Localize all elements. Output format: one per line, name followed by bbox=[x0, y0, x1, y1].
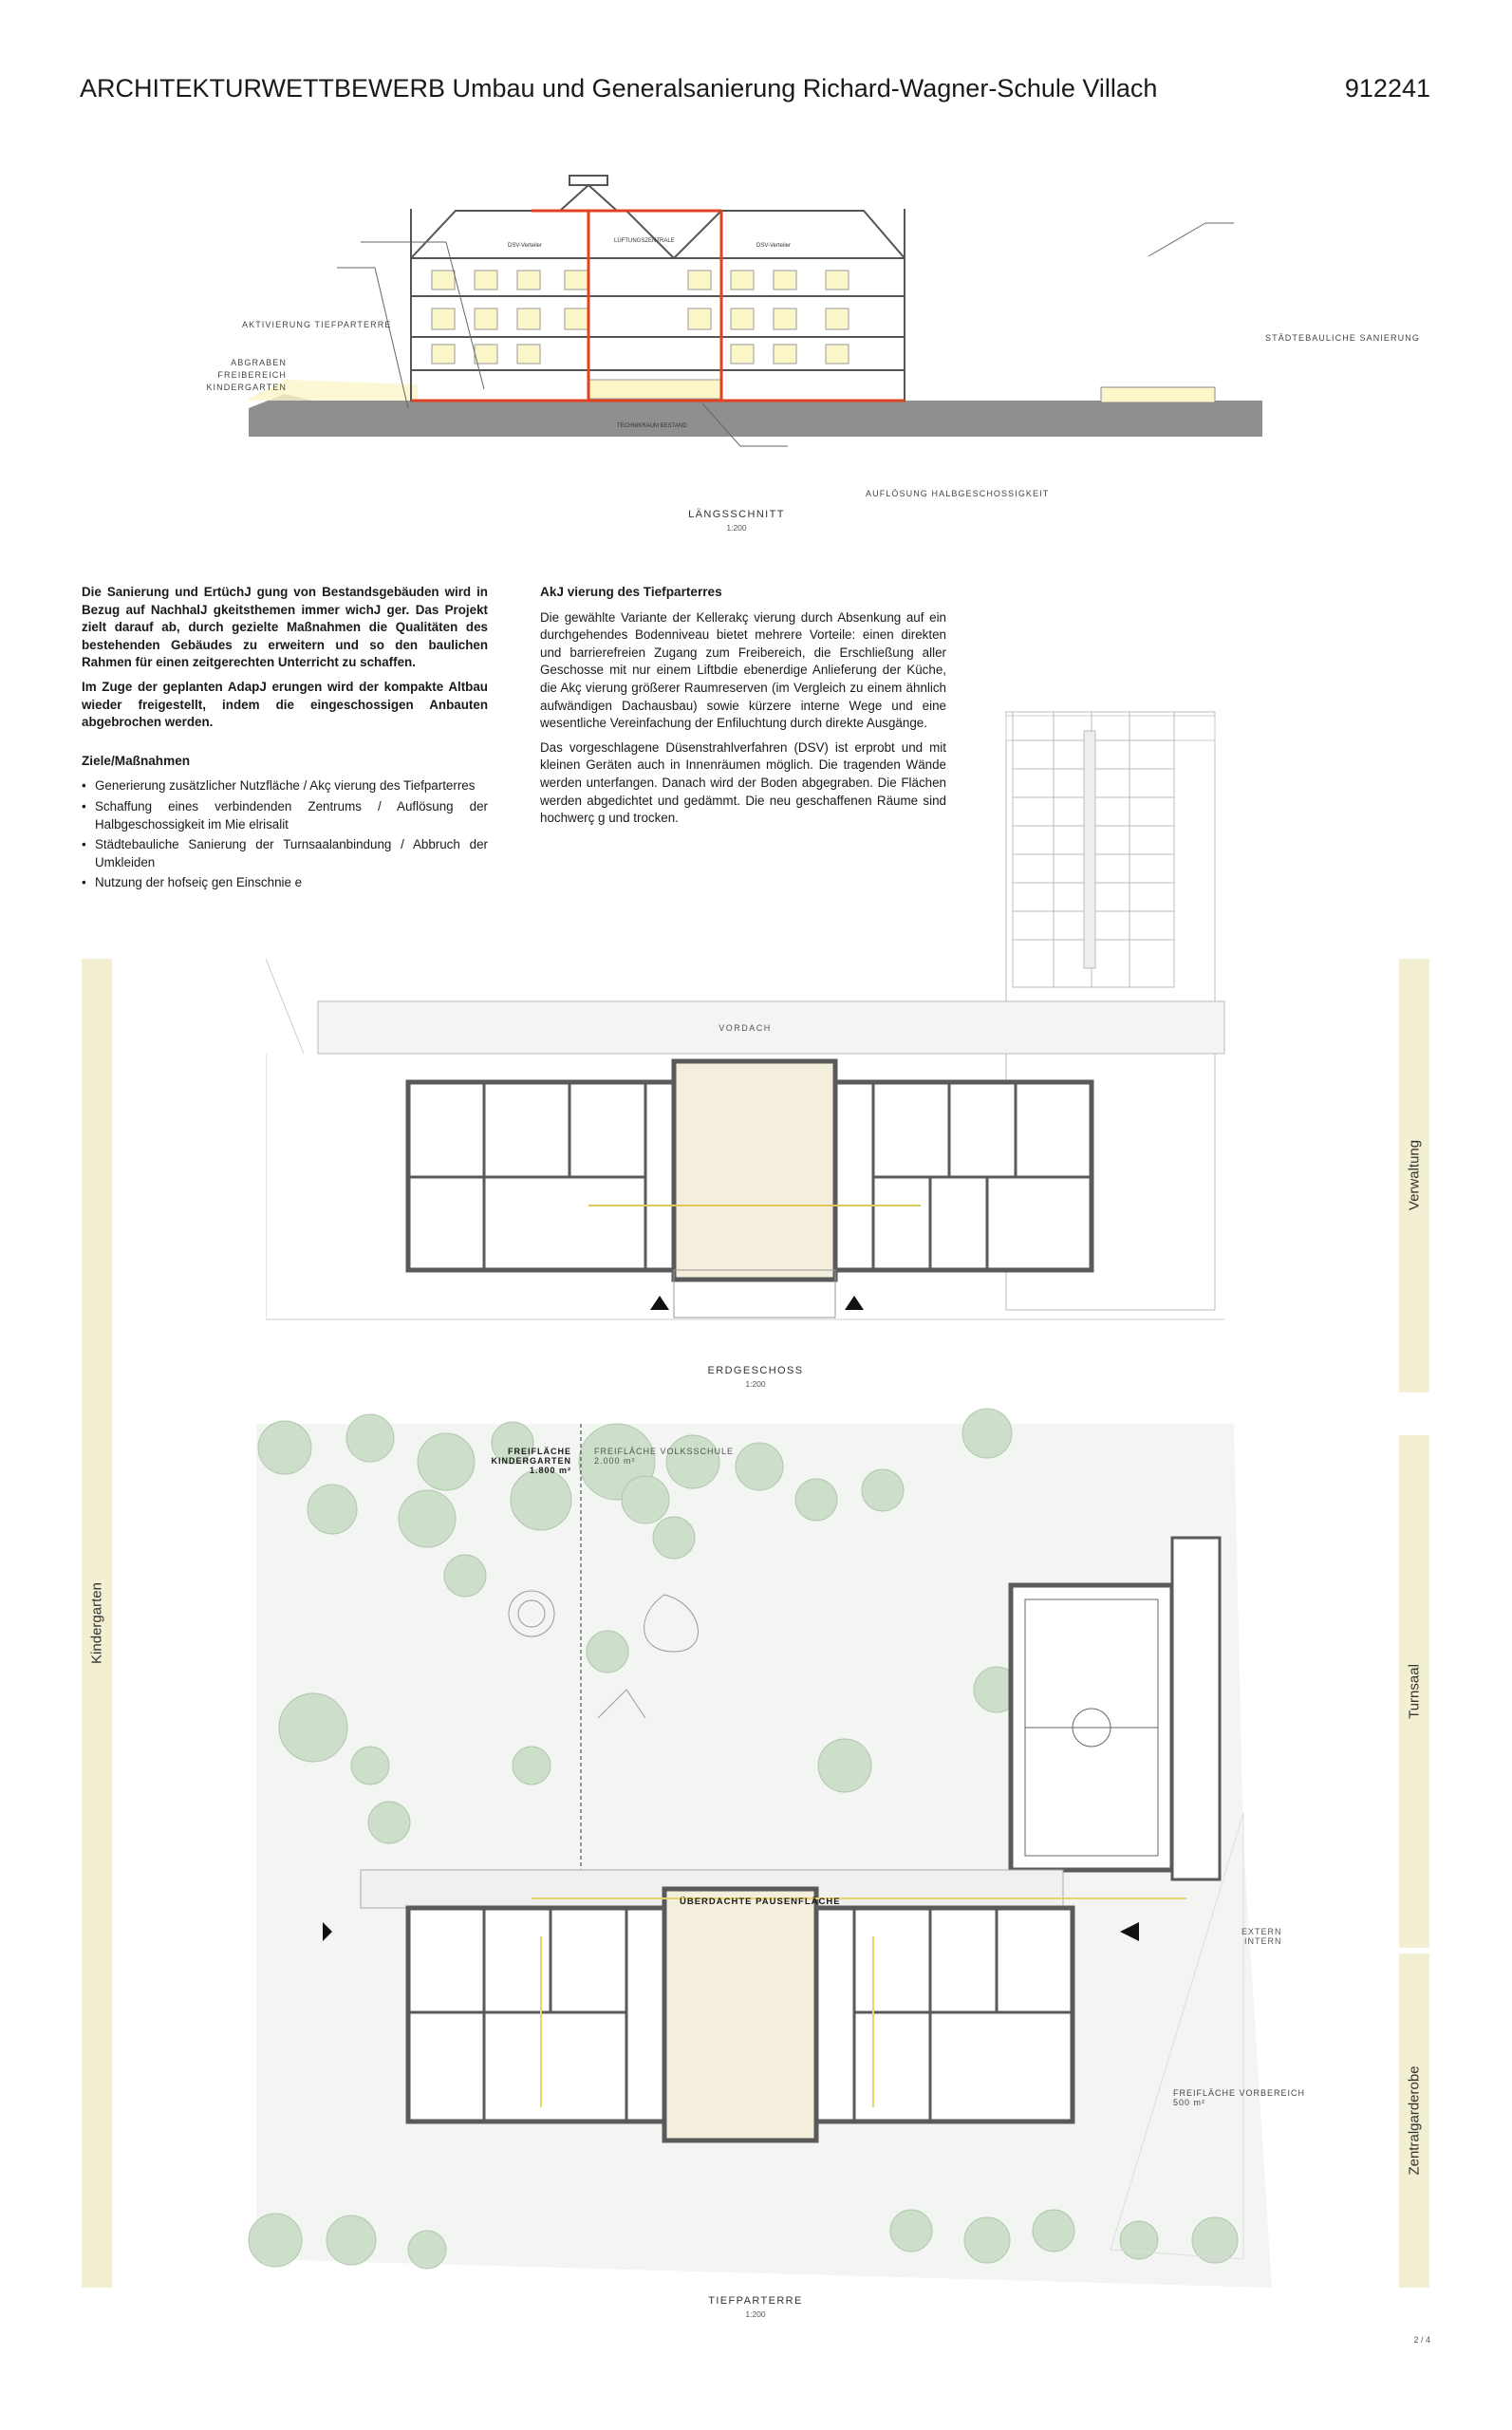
side-label-kindergarten: Kindergarten bbox=[88, 1582, 105, 1664]
goal-item: • Nutzung der hofseiç gen Einschnie e bbox=[82, 874, 488, 892]
solar-grid bbox=[1013, 712, 1174, 987]
annotation-staedtebau: STÄDTEBAULICHE SANIERUNG bbox=[1265, 333, 1420, 343]
ground-floor-title: ERDGESCHOSS bbox=[707, 1365, 804, 1376]
vordach-label: VORDACH bbox=[719, 1023, 772, 1033]
freiflaeche-vs-area: 2.000 m² bbox=[594, 1456, 636, 1466]
dsv-left-label: DSV-Verteiler bbox=[508, 243, 543, 249]
windows bbox=[432, 271, 849, 399]
section-caption bbox=[661, 509, 812, 533]
central-canteen bbox=[664, 1889, 816, 2140]
ground-floor-plan-drawing bbox=[266, 702, 1234, 1348]
pausenflaeche-label: ÜBERDACHTE PAUSENFLÄCHE bbox=[680, 1897, 841, 1907]
section-scale: 1:200 bbox=[726, 523, 747, 533]
longitudinal-section-drawing bbox=[171, 152, 1405, 532]
ground-floor-caption bbox=[680, 1365, 831, 1389]
freiflaeche-kiga bbox=[446, 1447, 571, 1475]
entrance-arrow-left bbox=[650, 1296, 669, 1310]
vorbereich bbox=[1173, 2088, 1305, 2107]
intro-paragraph-1: Die Sanierung und ErtüchJ gung von Bestandsgebäuden wird in Bezug auf NachhalJ gkeitsthemen immer wichJ ger. Das Projekt zielt darauf ab, durch gezielte Maßnahmen die Qualitäten des bestehenden Gebäudes zu erweitern und so den baulichen Rahmen für einen zeitgerechten Unterricht zu schaffen. bbox=[82, 585, 488, 670]
tiefparterre-scale: 1:200 bbox=[745, 2309, 766, 2319]
goals-heading: Ziele/Maßnahmen bbox=[82, 753, 191, 768]
side-label-verwaltung: Verwaltung bbox=[1406, 1139, 1423, 1211]
project-number: 912241 bbox=[1344, 74, 1430, 103]
annotation-aktivierung: AKTIVIERUNG TIEFPARTERRE bbox=[242, 320, 392, 329]
technik-label: TECHNIKRAUM BESTAND bbox=[617, 423, 687, 429]
entrance-arrow-right bbox=[845, 1296, 864, 1310]
site-plan-drawing bbox=[228, 1405, 1329, 2297]
tiefparterre-caption bbox=[680, 2295, 831, 2319]
activation-paragraph-2: Das vorgeschlagene Düsenstrahlverfahren (DSV) ist erprobt und mit kleinen Geräten auch in Innenräumen möglich. Die tragenden Wände werden unterfangen. Danach wird der Boden abgegraben. Die Flächen werden abgedichtet und gedämmt. Die neu geschaffenen Räume sind hochwerç g und trocken. bbox=[540, 739, 946, 826]
goal-item: • Städtebauliche Sanierung der Turnsaalanbindung / Abbruch der Umkleiden bbox=[82, 836, 488, 871]
central-hall bbox=[674, 1061, 835, 1280]
goal-item: • Schaffung eines verbindenden Zentrums / Auflösung der Halbgeschossigkeit im Mie elrisalit bbox=[82, 798, 488, 833]
intro-paragraph-2: Im Zuge der geplanten AdapJ erungen wird der kompakte Altbau wieder freigestellt, indem die eingeschossigen Anbauten abgebrochen werden. bbox=[82, 679, 488, 730]
freiflaeche-kiga-label: FREIFLÄCHE KINDERGARTEN bbox=[491, 1447, 571, 1466]
activation-heading: AkJ vierung des Tiefparterres bbox=[540, 585, 722, 599]
ground-floor-scale: 1:200 bbox=[745, 1379, 766, 1389]
activation-paragraph-1: Die gewählte Variante der Kellerakç vierung durch Absenkung auf ein durchgehendes Bodenniveau bietet mehrere Vorteile: einen direkten und barrierefreien Zugang zum Freibereich, die Erschließung aller Geschosse mit nur einem Liftbdie ebenerdige Anlieferung der Küche, die Akç vierung größerer Raumreserven (im Vergleich zu einem ähnlich aufwändigen Dachausbau) sowie kürzere interne Wege und eine wesentliche Vereinfachung der Enfiluchtung durch direkte Ausgänge. bbox=[540, 609, 946, 731]
gym-annex bbox=[1172, 1538, 1220, 1879]
freiflaeche-vs-label: FREIFLÄCHE VOLKSSCHULE bbox=[594, 1447, 735, 1456]
vorbereich-area: 500 m² bbox=[1173, 2098, 1206, 2107]
section-title: LÄNGSSCHNITT bbox=[688, 509, 785, 520]
side-label-turnsaal: Turnsaal bbox=[1406, 1664, 1423, 1719]
freiflaeche-kiga-area: 1.800 m² bbox=[529, 1466, 571, 1475]
annotation-aufloesung: AUFLÖSUNG HALBGESCHOSSIGKEIT bbox=[866, 489, 1050, 498]
page-title: ARCHITEKTURWETTBEWERB Umbau und Generalsanierung Richard-Wagner-Schule Villach bbox=[80, 74, 1158, 103]
extern-intern-label: EXTERN INTERN bbox=[1241, 1927, 1282, 1946]
lueftung-label: LÜFTUNGSZENTRALE bbox=[614, 238, 675, 244]
page-indicator: 2 / 4 bbox=[1413, 2335, 1430, 2345]
freiflaeche-vs bbox=[594, 1447, 734, 1466]
dsv-right-label: DSV-Verteiler bbox=[756, 243, 792, 249]
vorbereich-label: FREIFLÄCHE VORBEREICH bbox=[1173, 2088, 1306, 2098]
annex-zone bbox=[1101, 387, 1215, 402]
goal-item: • Generierung zusätzlicher Nutzfläche / Akç vierung des Tiefparterres bbox=[82, 777, 488, 795]
annotation-abgraben: ABGRABEN FREIBEREICH KINDERGARTEN bbox=[206, 358, 287, 392]
tiefparterre-title: TIEFPARTERRE bbox=[708, 2295, 803, 2307]
side-label-zentralgarderobe: Zentralgarderobe bbox=[1406, 2066, 1423, 2176]
